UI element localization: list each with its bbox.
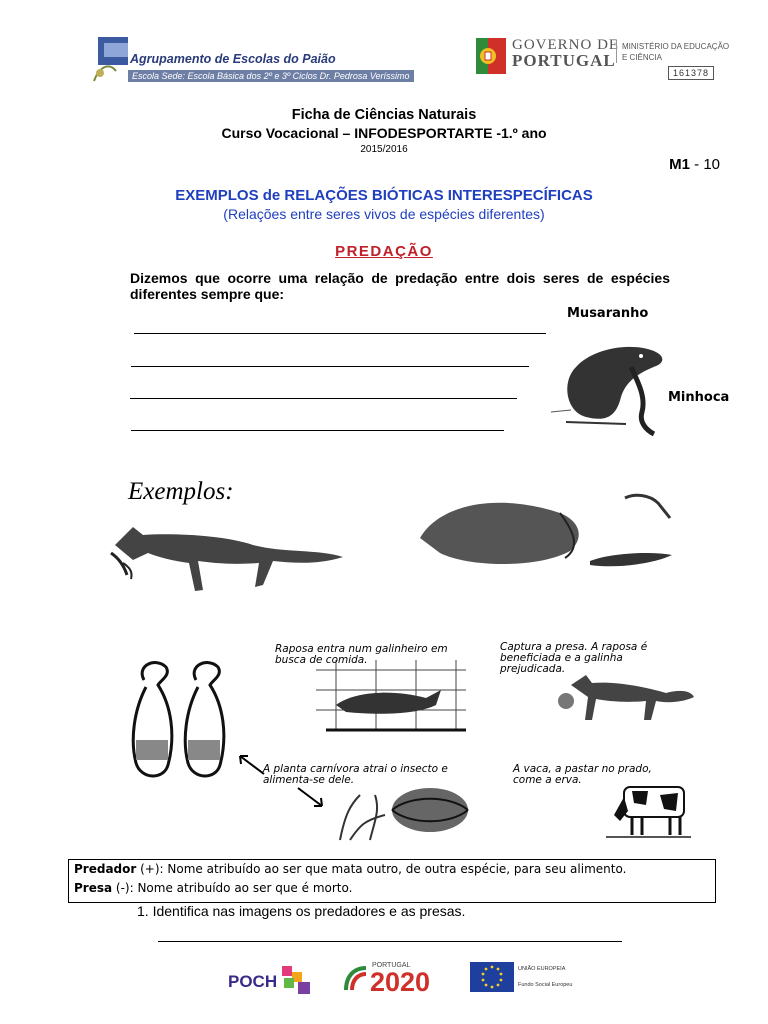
answer-line-3 <box>130 398 517 399</box>
presa-text: (-): Nome atribuído ao ser que é morto. <box>112 881 353 895</box>
question-answer-line <box>158 941 622 942</box>
pitcher-plants-illustration <box>126 655 236 790</box>
course-title: Curso Vocacional – INFODESPORTARTE -1.º ano <box>221 125 547 141</box>
module-rest: - 10 <box>689 156 720 173</box>
caption-captura-presa: Captura a presa. A raposa é beneficiada e a galinha prejudicada. <box>500 641 648 675</box>
intro-text <box>130 270 670 302</box>
caption-planta-carnivora: A planta carnívora atrai o insecto e alimenta-se dele. <box>263 763 448 786</box>
ministry-line1: MINISTÉRIO DA EDUCAÇÃO <box>622 42 730 51</box>
definition-presa <box>69 879 715 898</box>
module-bold: M1 <box>669 156 690 173</box>
gov-line2: PORTUGAL <box>512 51 616 70</box>
school-name: Agrupamento de Escolas do Paião <box>130 52 336 66</box>
answer-line-4 <box>131 430 504 431</box>
question-1: 1. Identifica nas imagens os predadores e as presas. <box>137 903 466 919</box>
cow-grazing-illustration <box>606 777 691 839</box>
eu-text-1: UNIÃO EUROPEIA <box>518 966 566 972</box>
shrew-eating-worm-illustration <box>546 322 676 442</box>
arrow-down-right <box>296 786 326 810</box>
ministry-line2: E CIÊNCIA <box>622 53 663 62</box>
fox-with-prey-illustration <box>103 505 348 600</box>
eu-logo <box>470 962 573 996</box>
gov-line1: GOVERNO DE <box>512 37 620 53</box>
portugal2020-mark <box>344 966 368 992</box>
section-heading: EXEMPLOS de RELAÇÕES BIÓTICAS INTERESPECÍFICAS <box>175 187 593 204</box>
portugal-small-text: PORTUGAL <box>372 962 411 969</box>
label-minhoca: Minhoca <box>668 390 730 405</box>
ministry-name <box>616 41 729 63</box>
fox-chicken-coop-illustration <box>316 660 466 740</box>
pt2020-number: 2020 <box>370 967 431 997</box>
intro-bold: predação <box>395 270 458 286</box>
predador-term: Predador <box>74 862 137 876</box>
module-code <box>669 156 720 173</box>
school-year: 2015/2016 <box>360 144 408 155</box>
definitions-box <box>68 859 716 903</box>
answer-line-2 <box>131 366 529 367</box>
eu-text-2: Fundo Social Europeu <box>518 982 573 988</box>
caption-raposa-galinheiro: Raposa entra num galinheiro em busca de comida. <box>275 643 448 666</box>
section-subheading: (Relações entre seres vivos de espécies diferentes) <box>223 206 545 222</box>
exemplos-heading: Exemplos: <box>128 478 234 505</box>
arrow-up-left <box>236 752 266 776</box>
predador-text: (+): Nome atribuído ao ser que mata outro, de outra espécie, para seu alimento. <box>136 862 627 876</box>
portugal2020-logo <box>344 960 454 998</box>
school-logo <box>90 35 130 85</box>
school-subtitle: Escola Sede: Escola Básica dos 2º e 3º Ciclos Dr. Pedrosa Veríssimo <box>128 70 414 82</box>
intro-pre: Dizemos que ocorre uma relação de <box>130 270 396 286</box>
eu-flag-icon <box>470 962 514 992</box>
caption-vaca: A vaca, a pastar no prado, come a erva. <box>513 763 652 786</box>
page-title: Ficha de Ciências Naturais <box>291 107 477 123</box>
government-logo-text <box>512 38 619 68</box>
poch-logo <box>226 964 316 998</box>
answer-line-1 <box>134 333 546 334</box>
presa-term: Presa <box>74 881 113 895</box>
definition-predador <box>69 860 715 879</box>
label-musaranho: Musaranho <box>567 306 649 321</box>
predacao-title: PREDAÇÃO <box>335 243 433 260</box>
funding-logos <box>226 958 573 998</box>
intro-post: entre dois seres de espécies diferentes sempre que: <box>130 270 670 302</box>
portugal-coat-of-arms <box>476 38 506 74</box>
stamp-code: 161378 <box>668 66 714 80</box>
poch-text: POCH <box>228 972 278 991</box>
fish-predation-illustration <box>410 483 680 583</box>
